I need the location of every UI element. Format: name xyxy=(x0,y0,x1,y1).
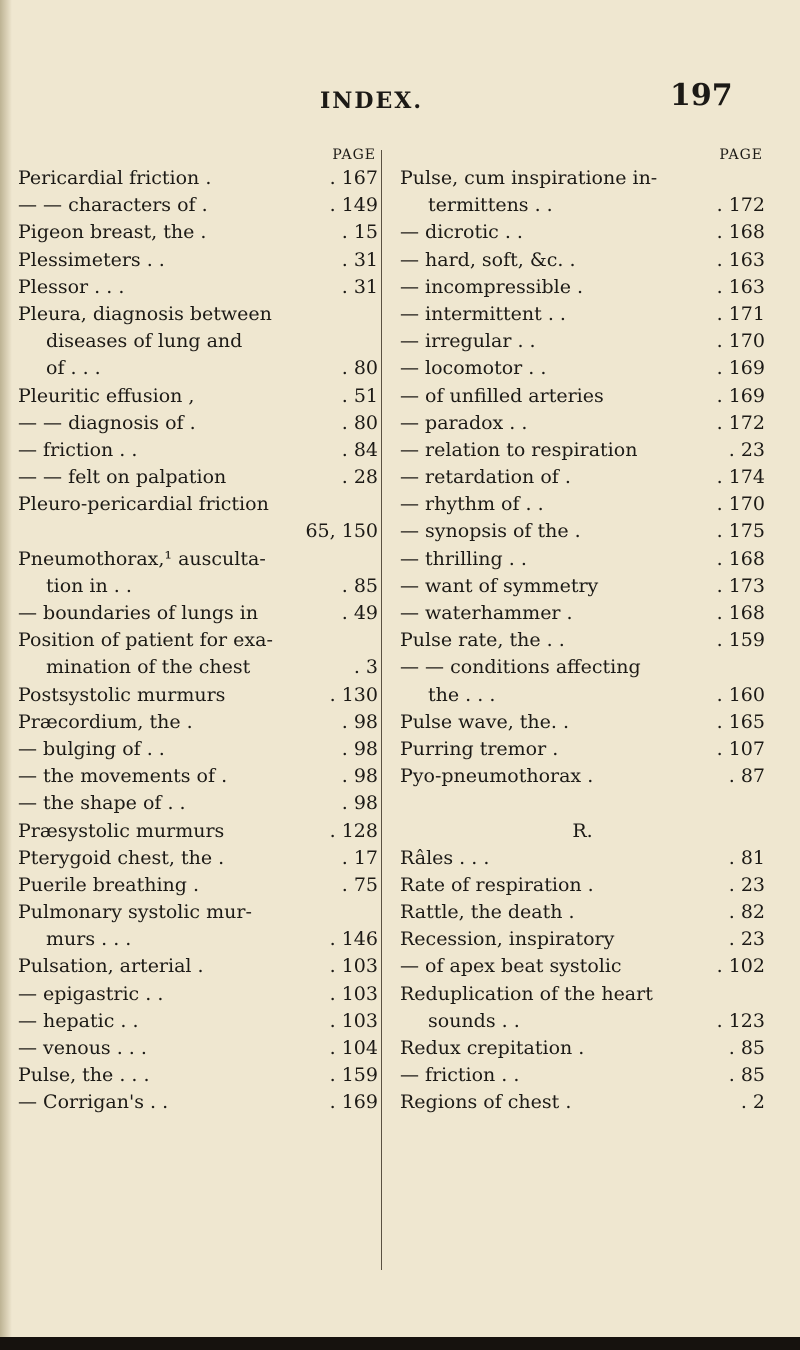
entry-term: — bulging of . . xyxy=(18,737,165,760)
index-entry xyxy=(18,1089,378,1116)
index-entry xyxy=(400,600,765,627)
running-head xyxy=(0,78,800,118)
page-title: INDEX. xyxy=(320,88,423,114)
entry-term: Position of patient for exa- xyxy=(18,629,273,652)
entry-term: Purring tremor . xyxy=(400,737,559,760)
entry-page-ref: . 167 xyxy=(329,167,378,189)
index-entry xyxy=(400,1035,765,1062)
index-entry xyxy=(400,355,765,382)
entry-term: tion in . . xyxy=(46,574,132,597)
index-entry xyxy=(400,899,765,926)
entry-page-ref: . 146 xyxy=(329,928,378,951)
entry-term: — epigastric . . xyxy=(18,982,164,1005)
entry-term: — paradox . . xyxy=(400,411,528,434)
index-entry xyxy=(18,383,378,410)
index-entry xyxy=(18,518,378,545)
entry-page-ref: . 149 xyxy=(329,194,378,217)
entry-term: Pterygoid chest, the . xyxy=(18,846,225,869)
entry-page-ref: . 23 xyxy=(728,928,765,951)
index-entry xyxy=(400,709,765,736)
entry-term: termittens . . xyxy=(428,194,553,217)
entry-page-ref: . 75 xyxy=(341,873,378,896)
entry-page-ref: . 3 xyxy=(353,656,378,679)
entry-page-ref: . 103 xyxy=(329,1009,378,1032)
index-entry xyxy=(18,899,378,926)
entry-page-ref: . 80 xyxy=(341,411,378,434)
entry-page-ref: . 98 xyxy=(341,737,378,760)
entry-term: Pericardial friction . xyxy=(18,167,212,189)
entry-page-ref: . 98 xyxy=(341,792,378,815)
entry-page-ref: . 159 xyxy=(329,1064,378,1087)
entry-page-ref: . 2 xyxy=(740,1091,765,1114)
entry-term: Præsystolic murmurs xyxy=(18,819,225,842)
bottom-edge-rule xyxy=(0,1337,800,1350)
entry-term: Puerile breathing . xyxy=(18,873,200,896)
entry-page-ref: 65, 150 xyxy=(305,520,378,543)
entry-term: Pleura, diagnosis between xyxy=(18,302,272,325)
entry-term: Pulse wave, the. . xyxy=(400,710,570,733)
entry-term: — the shape of . . xyxy=(18,792,186,815)
entry-term: — Corrigan's . . xyxy=(18,1091,169,1114)
index-column-right xyxy=(400,145,765,1117)
index-entry xyxy=(18,573,378,600)
entry-page-ref: . 163 xyxy=(716,275,765,298)
index-entry xyxy=(18,301,378,328)
entry-term: Regions of chest . xyxy=(400,1091,572,1114)
entry-page-ref: . 168 xyxy=(716,602,765,624)
entry-term: Pyo-pneumothorax . xyxy=(400,765,594,788)
entry-page-ref: . 170 xyxy=(716,493,765,516)
entry-page-ref: . 87 xyxy=(728,765,765,788)
index-entry xyxy=(18,1008,378,1035)
entry-term: — incompressible . xyxy=(400,275,584,298)
entry-term: — friction . . xyxy=(400,1064,520,1087)
entry-term: Pulmonary systolic mur- xyxy=(18,901,252,924)
index-entry xyxy=(400,328,765,355)
index-entry xyxy=(400,1008,765,1035)
entry-term: — of unfilled arteries xyxy=(400,384,604,407)
entry-page-ref: . 172 xyxy=(716,194,765,217)
entry-term: Rate of respiration . xyxy=(400,873,594,896)
entry-page-ref: . 81 xyxy=(728,846,765,869)
entry-term: Pulsation, arterial . xyxy=(18,955,204,978)
entry-page-ref: . 107 xyxy=(716,737,765,760)
entry-term: Pneumothorax,¹ ausculta- xyxy=(18,547,266,570)
entry-term: Pulse rate, the . . xyxy=(400,629,565,652)
entry-page-ref: . 168 xyxy=(716,221,765,244)
entry-page-ref: . 172 xyxy=(716,411,765,434)
entry-term: — synopsis of the . xyxy=(400,520,581,543)
entry-term: Pleuritic effusion , xyxy=(18,384,195,407)
entry-page-ref: . 98 xyxy=(341,710,378,733)
entry-page-ref: . 123 xyxy=(716,1009,765,1032)
index-entry xyxy=(400,247,765,274)
entry-term: Pleuro-pericardial friction xyxy=(18,493,269,516)
index-entry xyxy=(400,627,765,654)
entry-term: R. xyxy=(572,819,593,842)
index-entry xyxy=(400,953,765,980)
entry-term: Râles . . . xyxy=(400,846,490,869)
index-entry xyxy=(18,790,378,817)
section-letter xyxy=(400,818,765,845)
entry-page-ref: . 51 xyxy=(341,384,378,407)
entry-page-ref: . 173 xyxy=(716,574,765,597)
entry-term: mination of the chest xyxy=(46,656,251,679)
entry-page-ref: . 15 xyxy=(341,221,378,244)
entry-term: Pulse, the . . . xyxy=(18,1064,150,1087)
index-entry xyxy=(400,274,765,301)
index-entry xyxy=(18,546,378,573)
entry-page-ref: . 98 xyxy=(341,765,378,788)
index-entry xyxy=(18,219,378,246)
spacer xyxy=(400,790,765,817)
index-entry xyxy=(18,355,378,382)
entry-page-ref: . 130 xyxy=(329,683,378,706)
index-entry xyxy=(18,165,378,192)
entry-page-ref: . 165 xyxy=(716,710,765,733)
index-entry xyxy=(18,192,378,219)
entry-term: — the movements of . xyxy=(18,765,228,788)
index-entry xyxy=(18,709,378,736)
entry-term: — hepatic . . xyxy=(18,1009,139,1032)
index-entry xyxy=(18,627,378,654)
index-entry xyxy=(400,518,765,545)
entry-page-ref: . 80 xyxy=(341,357,378,380)
entry-term: — intermittent . . xyxy=(400,302,566,325)
entry-page-ref: . 49 xyxy=(341,602,378,624)
page-column-label: PAGE xyxy=(332,147,376,163)
entry-term: — dicrotic . . xyxy=(400,221,523,244)
index-entry xyxy=(400,491,765,518)
index-entry xyxy=(400,872,765,899)
entry-term: — friction . . xyxy=(18,438,138,461)
entry-page-ref: . 169 xyxy=(716,384,765,407)
index-column-left xyxy=(18,145,378,1117)
index-entry xyxy=(400,981,765,1008)
entry-term: Postsystolic murmurs xyxy=(18,683,226,706)
index-entry xyxy=(18,1035,378,1062)
index-entry xyxy=(18,437,378,464)
index-entry xyxy=(400,736,765,763)
entry-page-ref: . 169 xyxy=(329,1091,378,1114)
entry-page-ref: . 171 xyxy=(716,302,765,325)
entry-term: — boundaries of lungs in xyxy=(18,602,259,624)
entry-term: murs . . . xyxy=(46,928,132,951)
index-entry xyxy=(18,682,378,709)
index-entry xyxy=(18,274,378,301)
entry-term: — — felt on palpation xyxy=(18,466,227,489)
entry-term: sounds . . xyxy=(428,1009,520,1032)
index-entry xyxy=(400,654,765,681)
index-entry xyxy=(400,437,765,464)
entry-term: — locomotor . . xyxy=(400,357,547,380)
index-entry xyxy=(400,301,765,328)
entry-term: — rhythm of . . xyxy=(400,493,544,516)
entry-page-ref: . 31 xyxy=(341,248,378,271)
entry-page-ref: . 175 xyxy=(716,520,765,543)
index-entry xyxy=(18,981,378,1008)
entry-page-ref: . 103 xyxy=(329,982,378,1005)
index-entry xyxy=(18,600,378,627)
page-number: 197 xyxy=(670,78,733,113)
index-entry xyxy=(400,1089,765,1116)
entry-page-ref: . 85 xyxy=(728,1064,765,1087)
entry-page-ref: . 163 xyxy=(716,248,765,271)
entry-page-ref: . 82 xyxy=(728,901,765,924)
entry-page-ref: . 169 xyxy=(716,357,765,380)
entry-term: — — diagnosis of . xyxy=(18,411,196,434)
entry-term: Redux crepitation . xyxy=(400,1037,585,1059)
entry-term: — retardation of . xyxy=(400,466,571,489)
entry-term: Rattle, the death . xyxy=(400,901,575,924)
index-entry xyxy=(18,818,378,845)
index-entry-list xyxy=(400,165,765,1117)
entry-term: — waterhammer . xyxy=(400,602,573,624)
page-gutter-shadow xyxy=(0,0,12,1350)
index-entry xyxy=(400,165,765,192)
index-entry xyxy=(400,573,765,600)
index-entry xyxy=(400,926,765,953)
index-entry xyxy=(18,464,378,491)
page-column-label: PAGE xyxy=(719,147,763,163)
entry-term: of . . . xyxy=(46,357,101,380)
entry-term: Reduplication of the heart xyxy=(400,982,653,1005)
entry-page-ref: . 28 xyxy=(341,466,378,489)
index-entry xyxy=(18,872,378,899)
index-entry xyxy=(18,953,378,980)
entry-page-ref: . 84 xyxy=(341,438,378,461)
index-entry xyxy=(400,546,765,573)
entry-page-ref: . 104 xyxy=(329,1037,378,1059)
index-entry xyxy=(400,410,765,437)
entry-page-ref: . 85 xyxy=(728,1037,765,1059)
entry-page-ref: . 31 xyxy=(341,275,378,298)
entry-term: — of apex beat systolic xyxy=(400,955,622,978)
entry-term: Recession, inspiratory xyxy=(400,928,615,951)
index-entry xyxy=(18,491,378,518)
entry-term: — hard, soft, &c. . xyxy=(400,248,576,271)
index-entry xyxy=(18,1062,378,1089)
entry-term: — thrilling . . xyxy=(400,547,527,570)
entry-term: — want of symmetry xyxy=(400,574,599,597)
entry-page-ref: . 23 xyxy=(728,438,765,461)
entry-term: Præcordium, the . xyxy=(18,710,193,733)
index-entry xyxy=(400,219,765,246)
entry-term: — venous . . . xyxy=(18,1037,147,1059)
index-entry xyxy=(400,192,765,219)
index-entry xyxy=(400,682,765,709)
entry-term: Plessor . . . xyxy=(18,275,125,298)
index-entry xyxy=(18,845,378,872)
index-entry xyxy=(18,328,378,355)
index-entry-list xyxy=(18,165,378,1117)
entry-page-ref: . 23 xyxy=(728,873,765,896)
index-entry xyxy=(18,926,378,953)
index-entry xyxy=(400,845,765,872)
entry-term: Pigeon breast, the . xyxy=(18,221,207,244)
index-entry xyxy=(18,763,378,790)
entry-page-ref: . 174 xyxy=(716,466,765,489)
entry-page-ref: . 168 xyxy=(716,547,765,570)
column-divider xyxy=(381,150,382,1270)
entry-term: — — characters of . xyxy=(18,194,208,217)
entry-page-ref: . 17 xyxy=(341,846,378,869)
index-entry xyxy=(400,464,765,491)
entry-term: diseases of lung and xyxy=(46,330,243,353)
entry-page-ref: . 103 xyxy=(329,955,378,978)
entry-term: — relation to respiration xyxy=(400,438,638,461)
index-entry xyxy=(18,247,378,274)
entry-term: the . . . xyxy=(428,683,496,706)
index-entry xyxy=(400,1062,765,1089)
index-entry xyxy=(400,763,765,790)
entry-term: — — conditions affecting xyxy=(400,656,641,679)
index-entry xyxy=(18,410,378,437)
entry-term: Plessimeters . . xyxy=(18,248,165,271)
index-entry xyxy=(18,654,378,681)
entry-page-ref: . 159 xyxy=(716,629,765,652)
entry-term: Pulse, cum inspiratione in- xyxy=(400,167,658,189)
entry-page-ref: . 160 xyxy=(716,683,765,706)
index-entry xyxy=(400,383,765,410)
entry-term: — irregular . . xyxy=(400,330,536,353)
index-entry xyxy=(18,736,378,763)
entry-page-ref: . 85 xyxy=(341,574,378,597)
entry-page-ref: . 128 xyxy=(329,819,378,842)
entry-page-ref: . 102 xyxy=(716,955,765,978)
entry-page-ref: . 170 xyxy=(716,330,765,353)
